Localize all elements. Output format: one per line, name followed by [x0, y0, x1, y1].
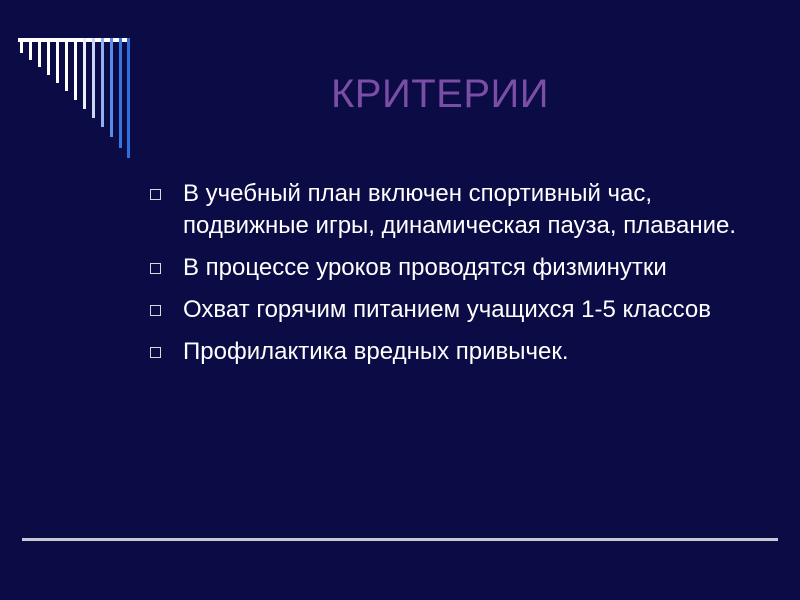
list-item: [150, 336, 760, 368]
list-item: [150, 252, 760, 284]
bullet-text: В учебный план включен спортивный час, подвижные игры, динамическая пауза, плавание.: [183, 180, 737, 239]
stripe: [127, 38, 130, 158]
decorative-stripes: [0, 0, 140, 170]
stripe: [74, 38, 77, 100]
stripe: [47, 38, 50, 75]
bullet-text: Профилактика вредных привычек.: [183, 338, 569, 365]
stripe: [29, 38, 32, 60]
bottom-divider: [22, 538, 778, 541]
slide-title: КРИТЕРИИ: [330, 72, 550, 116]
stripe: [65, 38, 68, 91]
stripe: [83, 38, 86, 109]
bullet-text: В процессе уроков проводятся физминутки: [183, 254, 667, 281]
stripe: [119, 38, 122, 148]
square-outline-icon: [150, 189, 161, 200]
bullet-list: [150, 178, 760, 378]
stripe: [56, 38, 59, 83]
list-item: [150, 178, 760, 242]
bullet-text: Охват горячим питанием учащихся 1-5 классов: [183, 296, 711, 323]
square-outline-icon: [150, 263, 161, 274]
list-item: [150, 294, 760, 326]
stripe: [92, 38, 95, 118]
square-outline-icon: [150, 305, 161, 316]
stripe: [38, 38, 41, 67]
stripe: [20, 38, 23, 53]
square-outline-icon: [150, 347, 161, 358]
stripe: [101, 38, 104, 127]
stripe: [110, 38, 113, 137]
